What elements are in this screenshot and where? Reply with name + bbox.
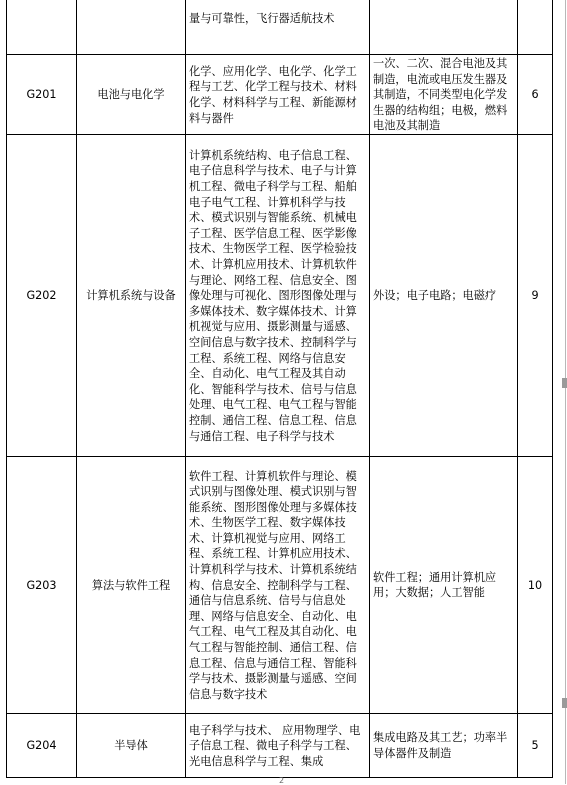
count-cell: 9 xyxy=(518,134,553,456)
count-cell: 6 xyxy=(518,55,553,135)
table-row xyxy=(7,0,553,55)
page-number: 2 xyxy=(279,776,285,785)
code-cell: G201 xyxy=(7,55,77,135)
code-cell xyxy=(7,0,77,55)
direction-cell: 集成电路及其工艺；功率半导体器件及制造 xyxy=(370,713,518,777)
name-cell: 计算机系统与设备 xyxy=(77,134,186,456)
code-cell: G203 xyxy=(7,456,77,713)
majors-cell: 计算机系统结构、电子信息工程、电子信息科学与技术、电子与计算机工程、微电子科学与工程、船舶电子电气工程、计算机科学与技术、模式识别与智能系统、机械电子工程、医学信息工程、医学影像技术、生物医学工程、医学检验技术、计算机应用技术、计算机软件与理论、网络工程、信息安全、图像处理与可视化、图形图像处理与多媒体技术、数字媒体技术、计算机视觉与应用、摄影测量与遥感、空间信息与数字技术、控制科学与工程、系统工程、网络与信息安全、自动化、电气工程及其自动化、智能科学与技术、信号与信息处理、电气工程、电气工程与智能控制、通信工程、信息工程、信息与通信工程、电子科学与技术 xyxy=(186,134,370,456)
category-table xyxy=(6,0,553,778)
table-row xyxy=(7,134,553,456)
majors-cell: 软件工程、计算机软件与理论、模式识别与图像处理、模式识别与智能系统、图形图像处理与多媒体技术、生物医学工程、数字媒体技术、计算机视觉与应用、网络工程、系统工程、计算机应用技术、计算机科学与技术、计算机系统结构、信息安全、控制科学与工程、通信与信息系统、信号与信息处理、网络与信息安全、自动化、电气工程、电气工程及其自动化、电气工程与智能控制、通信工程、信息工程、信息与通信工程、智能科学与技术、摄影测量与遥感、空间信息与数字技术 xyxy=(186,456,370,713)
direction-cell: 外设；电子电路；电磁疗 xyxy=(370,134,518,456)
majors-cell: 电子科学与技术、 应用物理学、电子信息工程、微电子科学与工程、光电信息科学与工程、集成 xyxy=(186,713,370,777)
name-cell xyxy=(77,0,186,55)
majors-cell: 量与可靠性，飞行器适航技术 xyxy=(186,0,370,55)
count-cell: 5 xyxy=(518,713,553,777)
count-cell: 10 xyxy=(518,456,553,713)
scroll-marker xyxy=(562,698,567,708)
majors-cell: 化学、应用化学、电化学、化学工程与工艺、化学工程与技术、材料化学、材料科学与工程、新能源材料与器件 xyxy=(186,55,370,135)
table-row xyxy=(7,55,553,135)
direction-cell: 软件工程；通用计算机应用；大数据；人工智能 xyxy=(370,456,518,713)
table-row xyxy=(7,456,553,713)
code-cell: G202 xyxy=(7,134,77,456)
name-cell: 半导体 xyxy=(77,713,186,777)
count-cell xyxy=(518,0,553,55)
direction-cell xyxy=(370,0,518,55)
scroll-edge xyxy=(565,0,566,784)
code-cell: G204 xyxy=(7,713,77,777)
table-row xyxy=(7,713,553,777)
direction-cell: 一次、二次、混合电池及其制造，电流或电压发生器及其制造，不同类型电化学发生器的结构组；电极，燃料电池及其制造 xyxy=(370,55,518,135)
name-cell: 算法与软件工程 xyxy=(77,456,186,713)
scroll-marker xyxy=(562,378,567,388)
name-cell: 电池与电化学 xyxy=(77,55,186,135)
